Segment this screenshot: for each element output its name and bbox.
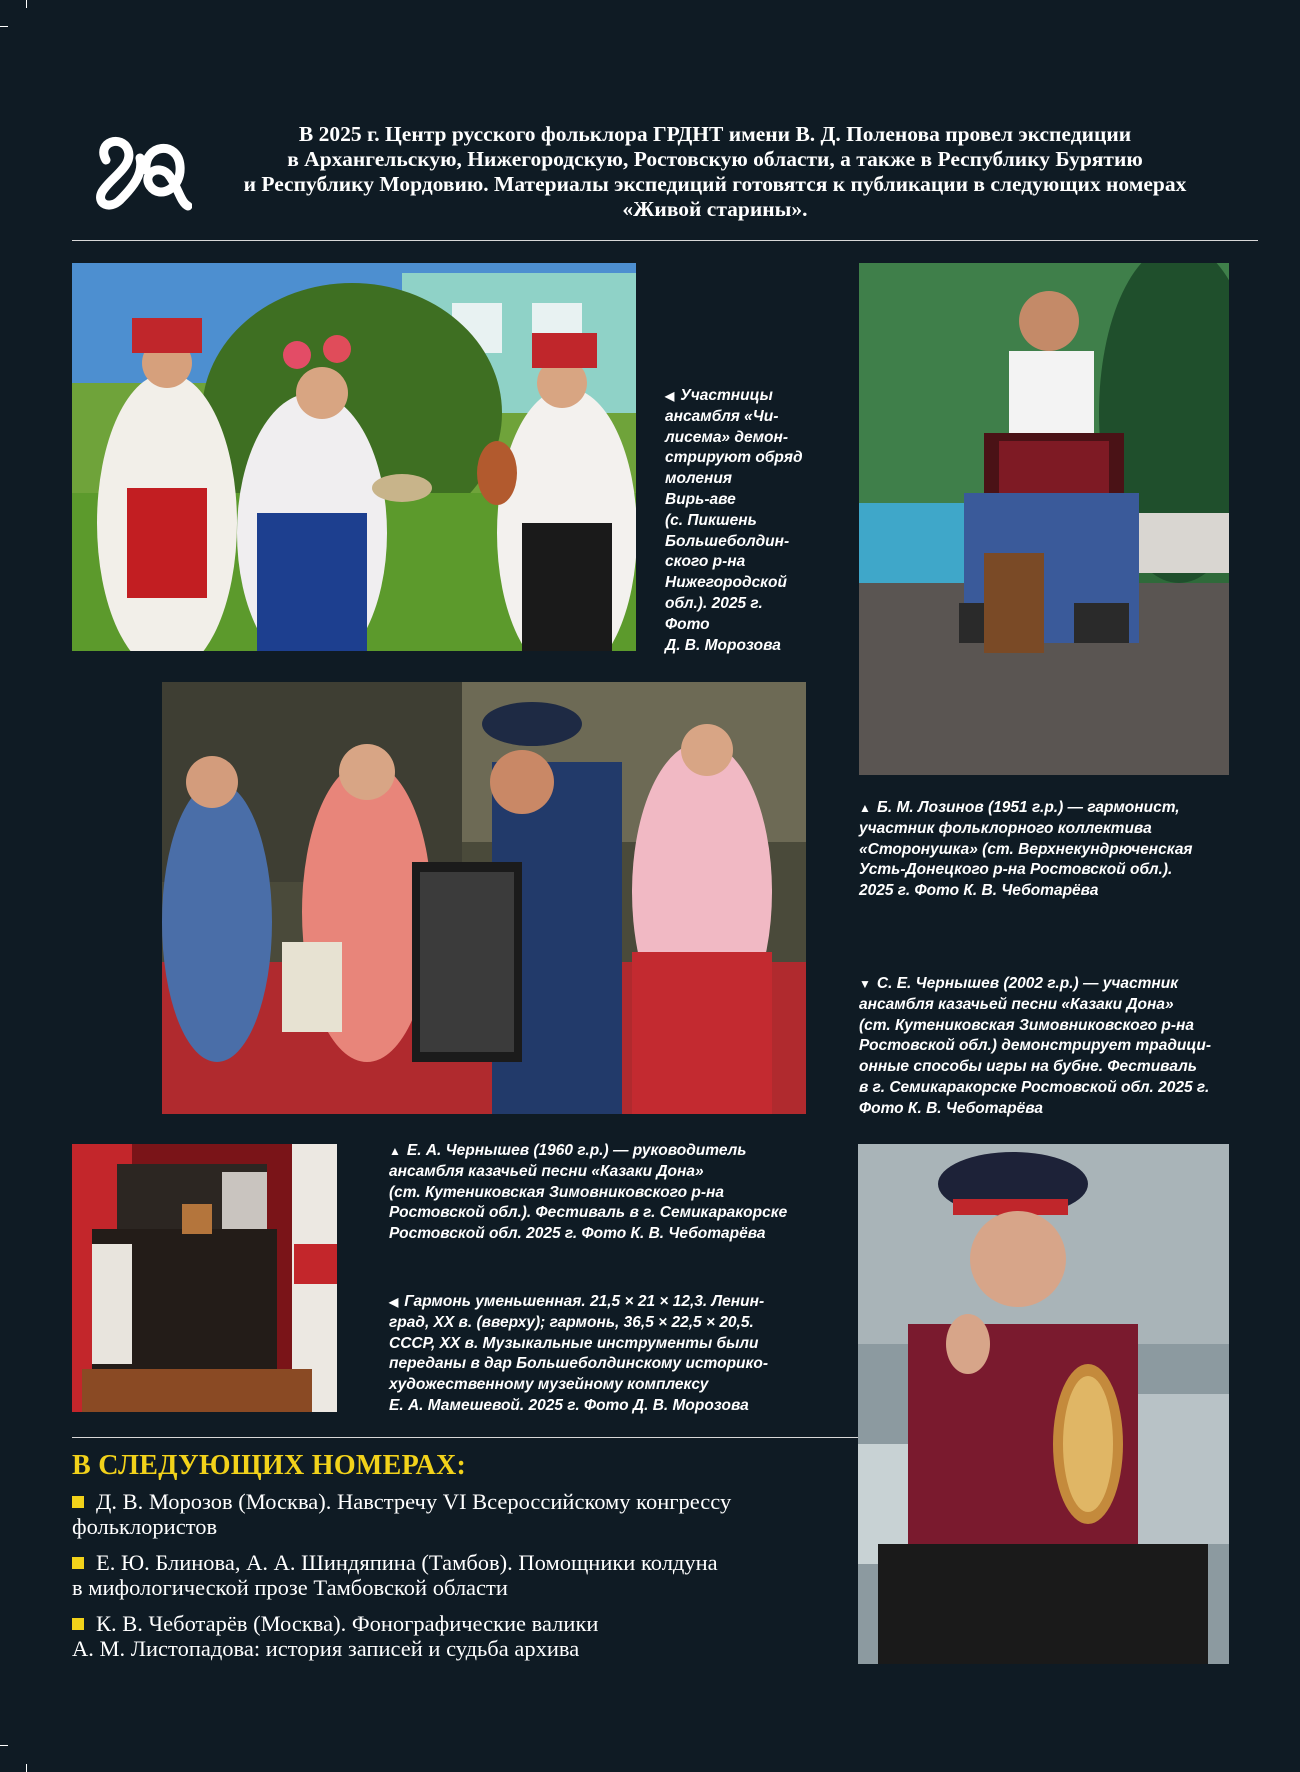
- caption-line: ансамбля «Чи-: [665, 407, 779, 425]
- caption-line: художественному музейному комплексу: [389, 1376, 709, 1394]
- caption-line: ◀ Участницы: [665, 387, 773, 404]
- caption-line: Вирь-аве: [665, 490, 736, 508]
- caption-line: ▲ Б. М. Лозинов (1951 г.р.) — гармонист,: [859, 799, 1180, 816]
- caption-line: Ростовской обл.) демонстрирует традици-: [859, 1037, 1212, 1055]
- caption-line: ◀ Гармонь уменьшенная. 21,5 × 21 × 12,3. Ленин-: [389, 1293, 765, 1310]
- caption-line: Нижегородской: [665, 574, 787, 592]
- caption-line: онные способы игры на бубне. Фестиваль: [859, 1058, 1197, 1076]
- next-issue-line: А. М. Листопадова: история записей и судьба архива: [72, 1636, 580, 1661]
- photo-tambourine-player: [858, 1144, 1229, 1664]
- caption-sergey-chernyshev: [859, 974, 1211, 1120]
- next-issue-line: в мифологической прозе Тамбовской области: [72, 1575, 508, 1600]
- crop-mark-top-left: [0, 26, 8, 27]
- caption-line: Большеболдин-: [665, 532, 790, 550]
- next-issue-line: Д. В. Морозов (Москва). Навстречу VI Всероссийскому конгрессу: [72, 1489, 812, 1514]
- square-bullet-icon: [72, 1557, 84, 1569]
- intro-line: «Живой старины».: [622, 197, 808, 221]
- next-issues-title: В СЛЕДУЮЩИХ НОМЕРАХ:: [72, 1450, 467, 1481]
- square-bullet-icon: [72, 1618, 84, 1630]
- caption-line: ансамбля казачьей песни «Казаки Дона»: [389, 1162, 704, 1180]
- caption-line: Ростовской обл. 2025 г. Фото К. В. Чеботарёва: [389, 1225, 766, 1243]
- caption-line: участник фольклорного коллектива: [859, 819, 1152, 837]
- crop-mark-top-left-v: [26, 0, 27, 8]
- caption-line: 2025 г. Фото К. В. Чеботарёва: [859, 882, 1099, 900]
- next-issue-item: [72, 1611, 812, 1661]
- arrow-down-icon: ▼: [859, 977, 871, 991]
- caption-line: обл.). 2025 г.: [665, 594, 763, 612]
- caption-line: (ст. Кутениковская Зимовниковского р-на: [859, 1016, 1195, 1034]
- photo-cossack-ensemble: [162, 682, 806, 1114]
- caption-line: ансамбля казачьей песни «Казаки Дона»: [859, 995, 1174, 1013]
- next-issues-divider: [72, 1437, 858, 1438]
- photo-accordionist-lozinov: [859, 263, 1229, 775]
- arrow-up-icon: ▲: [859, 801, 871, 815]
- caption-line: (с. Пикшень: [665, 511, 757, 529]
- square-bullet-icon: [72, 1496, 84, 1508]
- next-issue-item: [72, 1489, 812, 1539]
- next-issue-line: фольклористов: [72, 1514, 218, 1539]
- intro-paragraph: [210, 122, 1220, 222]
- header-divider: [72, 240, 1258, 241]
- caption-line: Фото К. В. Чеботарёва: [859, 1099, 1043, 1117]
- caption-line: лисема» демон-: [665, 428, 789, 446]
- caption-line: (ст. Кутениковская Зимовниковского р-на: [389, 1183, 725, 1201]
- caption-line: переданы в дар Большеболдинскому историко-: [389, 1355, 769, 1373]
- intro-line: и Республику Мордовию. Материалы экспедиций готовятся к публикации в следующих номерах: [243, 172, 1187, 196]
- caption-line: моления: [665, 470, 732, 488]
- arrow-left-icon: ◀: [665, 389, 675, 403]
- intro-line: В 2025 г. Центр русского фольклора ГРДНТ имени В. Д. Поленова провел экспедиции: [298, 122, 1132, 146]
- caption-line: ского р-на: [665, 553, 746, 571]
- caption-line: Усть-Донецкого р-на Ростовской обл.).: [859, 861, 1173, 879]
- next-issue-line: Е. Ю. Блинова, А. А. Шиндяпина (Тамбов). Помощники колдуна: [72, 1550, 812, 1575]
- caption-line: Ростовской обл.). Фестиваль в г. Семикаракорске: [389, 1204, 788, 1222]
- caption-line: стрируют обряд: [665, 449, 803, 467]
- caption-line: СССР, XX в. Музыкальные инструменты были: [389, 1334, 759, 1352]
- caption-evgeny-chernyshev: [389, 1141, 787, 1245]
- caption-line: Д. В. Морозова: [665, 636, 781, 654]
- caption-line: ▲ Е. А. Чернышев (1960 г.р.) — руководитель: [389, 1142, 747, 1159]
- intro-line: в Архангельскую, Нижегородскую, Ростовскую области, а также в Республику Бурятию: [287, 147, 1143, 171]
- caption-line: Фото: [665, 615, 710, 633]
- caption-line: ▼ С. Е. Чернышев (2002 г.р.) — участник: [859, 975, 1179, 992]
- photo-folk-ensemble-ritual: [72, 263, 636, 651]
- arrow-up-icon: ▲: [389, 1144, 401, 1158]
- caption-line: «Сторонушка» (ст. Верхнекундрюченская: [859, 840, 1193, 858]
- caption-folk-ensemble-ritual: [665, 386, 803, 656]
- next-issue-item: [72, 1550, 812, 1600]
- caption-line: град, XX в. (вверху); гармонь, 36,5 × 22,5 × 20,5.: [389, 1313, 754, 1331]
- photo-museum-accordions: [72, 1144, 337, 1412]
- next-issue-line: К. В. Чеботарёв (Москва). Фонографические валики: [72, 1611, 812, 1636]
- caption-accordionist-lozinov: [859, 798, 1193, 902]
- crop-mark-bottom-left-v: [26, 1764, 27, 1772]
- caption-museum-accordions: [389, 1292, 768, 1417]
- caption-line: в г. Семикаракорске Ростовской обл. 2025 г.: [859, 1078, 1210, 1096]
- journal-logo: [88, 130, 192, 212]
- arrow-left-icon: ◀: [389, 1295, 399, 1309]
- caption-line: Е. А. Мамешевой. 2025 г. Фото Д. В. Морозова: [389, 1396, 749, 1414]
- crop-mark-bottom-left: [0, 1745, 8, 1746]
